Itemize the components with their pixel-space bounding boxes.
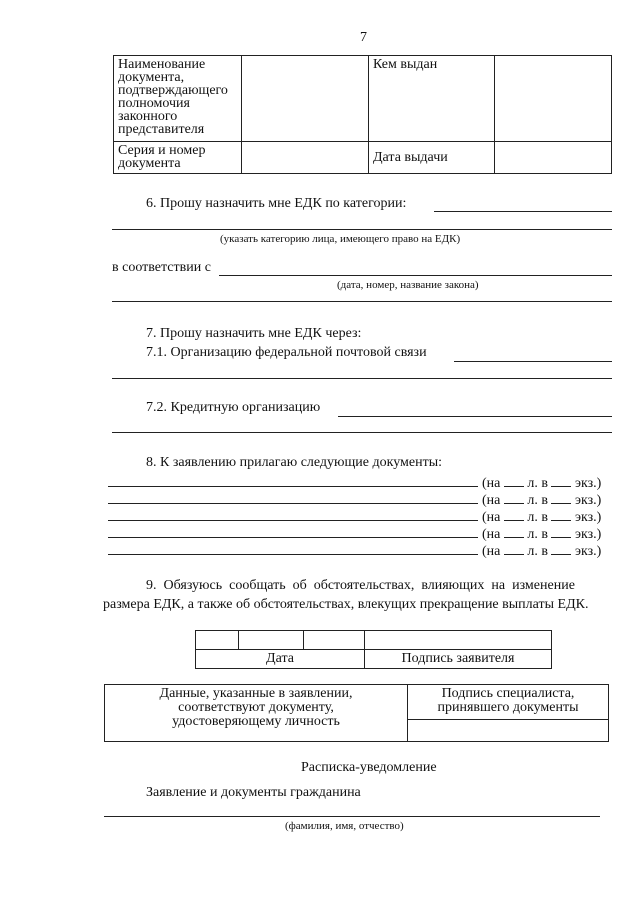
issued-by-label: Кем выдан: [369, 56, 495, 142]
document-title-line[interactable]: [108, 486, 478, 487]
credit-input-line[interactable]: [338, 416, 612, 417]
section-7-text: 7. Прошу назначить мне ЕДК через:: [146, 326, 362, 341]
date-label: Дата: [196, 650, 365, 669]
postal-input-line[interactable]: [454, 361, 612, 362]
page-number: 7: [360, 30, 367, 45]
law-input-line[interactable]: [219, 275, 612, 276]
document-title-line[interactable]: [108, 520, 478, 521]
attached-document-row[interactable]: [108, 541, 613, 558]
document-row-counts: (на л. в экз.): [482, 541, 601, 560]
attached-document-row[interactable]: [108, 473, 613, 490]
issued-by-field[interactable]: [495, 56, 612, 142]
document-title-line[interactable]: [108, 537, 478, 538]
document-name-label: Наименование документа, подтверждающего полномочия законного представителя: [114, 56, 242, 142]
category-input-line[interactable]: [434, 211, 612, 212]
category-hint: (указать категорию лица, имеющего право на ЕДК): [220, 233, 461, 245]
attached-document-row[interactable]: [108, 507, 613, 524]
document-row-counts: (на л. в экз.): [482, 524, 601, 543]
document-title-line[interactable]: [108, 554, 478, 555]
citizen-name-hint: (фамилия, имя, отчество): [285, 820, 404, 832]
citizen-name-line[interactable]: [104, 816, 600, 817]
specialist-signature-label: Подпись специалиста, принявшего документы: [408, 685, 609, 720]
date-year-cell[interactable]: [304, 631, 365, 650]
receipt-text: Заявление и документы гражданина: [146, 785, 361, 800]
receipt-title: Расписка-уведомление: [301, 760, 437, 775]
representative-document-table: [113, 55, 612, 174]
date-signature-table: [195, 630, 552, 669]
applicant-signature-label: Подпись заявителя: [365, 650, 552, 669]
postal-input-line-2[interactable]: [112, 378, 612, 379]
document-row-counts: (на л. в экз.): [482, 473, 601, 492]
attached-document-row[interactable]: [108, 490, 613, 507]
date-month-cell[interactable]: [239, 631, 304, 650]
document-row-counts: (на л. в экз.): [482, 490, 601, 509]
verification-table: [104, 684, 609, 742]
postal-option-label: 7.1. Организацию федеральной почтовой связи: [146, 345, 427, 360]
verification-statement: Данные, указанные в заявлении, соответствуют документу, удостоверяющему личность: [105, 685, 408, 742]
law-hint: (дата, номер, название закона): [337, 279, 479, 291]
accordance-label: в соответствии с: [112, 260, 211, 275]
series-number-label: Серия и номер документа: [114, 142, 242, 174]
issue-date-field[interactable]: [495, 142, 612, 174]
series-number-field[interactable]: [242, 142, 369, 174]
law-input-line-2[interactable]: [112, 301, 612, 302]
specialist-signature-cell[interactable]: [408, 719, 609, 741]
document-title-line[interactable]: [108, 503, 478, 504]
credit-option-label: 7.2. Кредитную организацию: [146, 400, 321, 415]
section-8-text: 8. К заявлению прилагаю следующие документы:: [146, 455, 443, 470]
section-6-text: 6. Прошу назначить мне ЕДК по категории:: [146, 196, 407, 211]
category-input-line-2[interactable]: [112, 229, 612, 230]
document-name-field[interactable]: [242, 56, 369, 142]
date-day-cell[interactable]: [196, 631, 239, 650]
issue-date-label: Дата выдачи: [369, 142, 495, 174]
applicant-signature-cell[interactable]: [365, 631, 552, 650]
attached-document-row[interactable]: [108, 524, 613, 541]
credit-input-line-2[interactable]: [112, 432, 612, 433]
section-9-line-1: 9. Обязуюсь сообщать об обстоятельствах, влияющих на изменение: [146, 578, 575, 593]
document-row-counts: (на л. в экз.): [482, 507, 601, 526]
section-9-line-2: размера ЕДК, а также об обстоятельствах, влекущих прекращение выплаты ЕДК.: [103, 597, 589, 612]
